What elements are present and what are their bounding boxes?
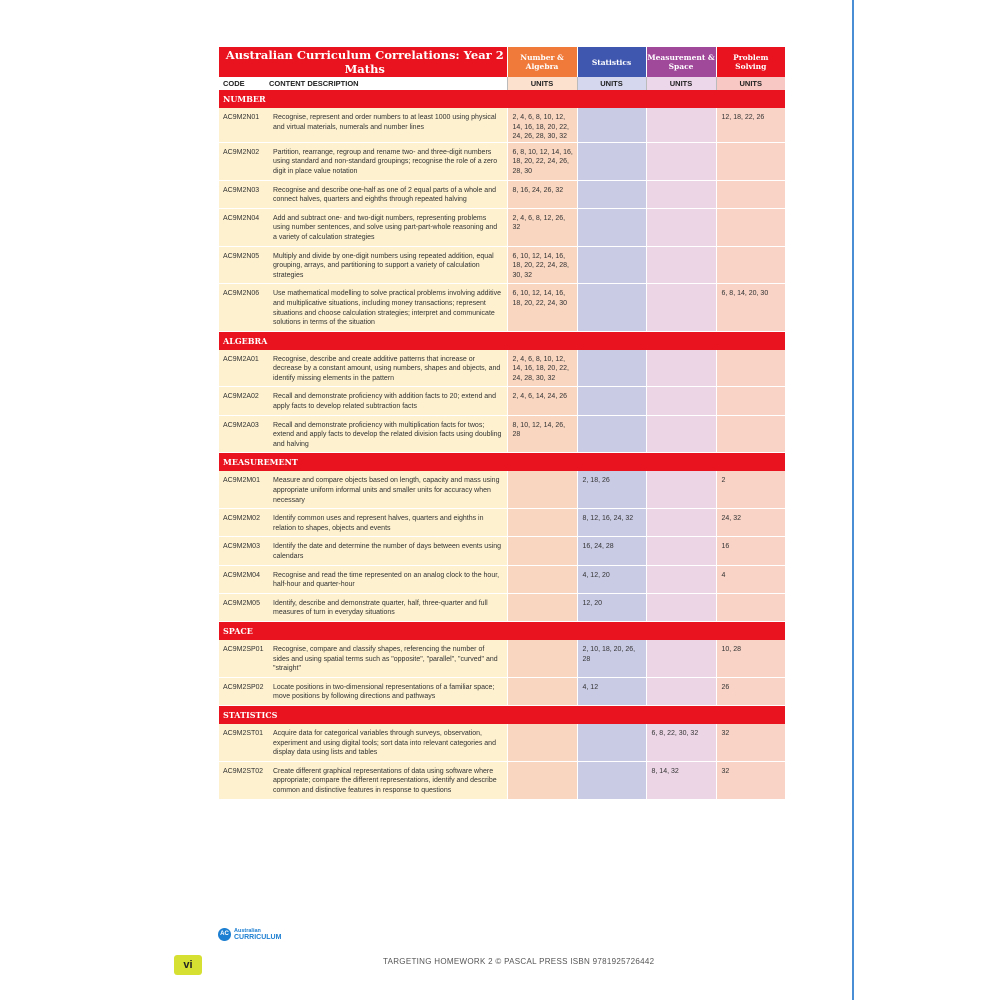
units-problem-solving [716,180,785,208]
units-number-algebra: 8, 10, 12, 14, 26, 28 [507,415,577,453]
section-title: STATISTICS [219,705,785,724]
units-problem-solving [716,142,785,180]
content-description: Measure and compare objects based on length, capacity and mass using appropriate uniform informal units and smaller units for accuracy when necessary [269,471,507,508]
units-measurement-space [646,415,716,453]
content-code: AC9M2N03 [219,180,269,208]
units-problem-solving: 32 [716,761,785,799]
table-row [219,284,785,331]
units-number-algebra: 6, 10, 12, 14, 16, 18, 20, 22, 24, 28, 30, 32 [507,246,577,284]
units-measurement-space [646,284,716,331]
units-statistics [577,180,646,208]
logo-line-1: Australian [234,928,261,934]
units-measurement-space: 6, 8, 22, 30, 32 [646,724,716,761]
units-number-algebra [507,593,577,621]
units-measurement-space [646,108,716,142]
units-statistics: 12, 20 [577,593,646,621]
page-edge-line [852,0,854,1000]
units-statistics: 2, 18, 26 [577,471,646,508]
units-statistics: 16, 24, 28 [577,537,646,565]
table-row [219,677,785,705]
content-description: Add and subtract one- and two-digit numbers, representing problems using number sentences, and solve using part-part-whole reasoning and a variety of calculation strategies [269,208,507,246]
content-description: Identify, describe and demonstrate quarter, half, three-quarter and full measures of turn in everyday situations [269,593,507,621]
section-row [219,331,785,350]
page-number-badge: vi [174,955,202,975]
units-problem-solving: 32 [716,724,785,761]
content-description: Partition, rearrange, regroup and rename two- and three-digit numbers using standard and non-standard groupings; recognise the role of a zero digit in place value notation [269,142,507,180]
units-number-algebra: 6, 10, 12, 14, 16, 18, 20, 22, 24, 30 [507,284,577,331]
units-problem-solving [716,350,785,387]
australian-curriculum-logo [218,928,288,942]
table-row [219,208,785,246]
units-problem-solving: 16 [716,537,785,565]
units-measurement-space [646,537,716,565]
content-description: Recognise, compare and classify shapes, referencing the number of sides and using spatial terms such as "opposite", "parallel", "curved" and "straight" [269,640,507,677]
content-description: Recognise, describe and create additive patterns that increase or decrease by a constant amount, using numbers, shapes and objects, and identify missing elements in the pattern [269,350,507,387]
content-description: Recognise, represent and order numbers to at least 1000 using physical and virtual materials, numerals and number lines [269,108,507,142]
table-row [219,640,785,677]
table-row [219,724,785,761]
units-statistics: 4, 12, 20 [577,565,646,593]
units-statistics [577,724,646,761]
units-measurement-space [646,350,716,387]
units-number-algebra [507,724,577,761]
ac-logo-icon: AC [218,928,231,941]
section-title: ALGEBRA [219,331,785,350]
units-problem-solving: 24, 32 [716,509,785,537]
units-number-algebra: 2, 4, 6, 14, 24, 26 [507,387,577,415]
content-description: Identify common uses and represent halves, quarters and eighths in relation to shapes, objects and events [269,509,507,537]
units-statistics [577,142,646,180]
units-measurement-space [646,509,716,537]
units-statistics [577,387,646,415]
units-problem-solving: 2 [716,471,785,508]
units-header-number-algebra: UNITS [507,77,577,90]
content-description: Recall and demonstrate proficiency with addition facts to 20; extend and apply facts to develop related subtraction facts [269,387,507,415]
strand-header-statistics: Statistics [577,47,646,77]
table-row [219,471,785,508]
logo-line-2: CURRICULUM [234,933,282,941]
section-row [219,453,785,472]
content-description: Locate positions in two-dimensional representations of a familiar space; move positions by following directions and pathways [269,677,507,705]
units-number-algebra [507,565,577,593]
units-header-problem-solving: UNITS [716,77,785,90]
units-measurement-space: 8, 14, 32 [646,761,716,799]
logo-text [234,928,281,941]
units-number-algebra [507,537,577,565]
table-row [219,565,785,593]
table-row [219,180,785,208]
content-code: AC9M2N05 [219,246,269,284]
content-description: Multiply and divide by one-digit numbers using repeated addition, equal grouping, arrays, and partitioning to support a variety of calculation strategies [269,246,507,284]
section-row [219,90,785,108]
content-code: AC9M2N04 [219,208,269,246]
units-measurement-space [646,565,716,593]
units-number-algebra: 6, 8, 10, 12, 14, 16, 18, 20, 22, 24, 26, 28, 30 [507,142,577,180]
units-measurement-space [646,180,716,208]
units-measurement-space [646,142,716,180]
table-row [219,350,785,387]
units-problem-solving [716,387,785,415]
table-body [219,90,785,799]
units-number-algebra [507,471,577,508]
table-row [219,509,785,537]
correlation-table [219,47,785,800]
section-title: NUMBER [219,90,785,108]
table-row [219,537,785,565]
units-measurement-space [646,640,716,677]
content-code: AC9M2M04 [219,565,269,593]
units-statistics [577,415,646,453]
units-statistics [577,108,646,142]
units-measurement-space [646,246,716,284]
table-row [219,387,785,415]
section-row [219,621,785,640]
units-problem-solving: 10, 28 [716,640,785,677]
table-row [219,246,785,284]
table-title: Australian Curriculum Correlations: Year 2 Maths [219,47,507,77]
section-row [219,705,785,724]
content-code: AC9M2N01 [219,108,269,142]
table-row [219,142,785,180]
content-code: AC9M2SP01 [219,640,269,677]
units-number-algebra: 2, 4, 6, 8, 12, 26, 32 [507,208,577,246]
table-row [219,761,785,799]
units-measurement-space [646,387,716,415]
units-header-measurement-space: UNITS [646,77,716,90]
content-description: Recognise and describe one-half as one of 2 equal parts of a whole and connect halves, quarters and eighths through repeated halving [269,180,507,208]
units-number-algebra [507,677,577,705]
content-description: Acquire data for categorical variables through surveys, observation, experiment and using digital tools; sort data into relevant categories and display data using lists and tables [269,724,507,761]
content-code: AC9M2ST02 [219,761,269,799]
units-number-algebra [507,509,577,537]
units-problem-solving [716,415,785,453]
content-description: Create different graphical representations of data using software where appropriate; compare the different representations, identify and describe common and distinctive features in response to questions [269,761,507,799]
units-header-statistics: UNITS [577,77,646,90]
content-code: AC9M2SP02 [219,677,269,705]
footer-text: TARGETING HOMEWORK 2 © PASCAL PRESS ISBN 9781925726442 [383,957,655,966]
units-statistics [577,246,646,284]
content-code: AC9M2ST01 [219,724,269,761]
units-measurement-space [646,471,716,508]
strand-header-measurement-space: Measurement & Space [646,47,716,77]
content-description: Use mathematical modelling to solve practical problems involving additive and multiplicative situations, including money transactions; represent situations and choose calculation strategies; interpret and communicate solutions in terms of the situation [269,284,507,331]
units-statistics: 8, 12, 16, 24, 32 [577,509,646,537]
section-title: MEASUREMENT [219,453,785,472]
code-column-header: CODE [219,77,269,90]
content-code: AC9M2M01 [219,471,269,508]
units-number-algebra: 8, 16, 24, 26, 32 [507,180,577,208]
strand-header-number-algebra: Number & Algebra [507,47,577,77]
units-statistics [577,761,646,799]
units-measurement-space [646,593,716,621]
content-code: AC9M2A03 [219,415,269,453]
units-problem-solving [716,593,785,621]
content-description: Identify the date and determine the number of days between events using calendars [269,537,507,565]
description-column-header: CONTENT DESCRIPTION [269,77,507,90]
content-description: Recognise and read the time represented on an analog clock to the hour, half-hour and quarter-hour [269,565,507,593]
units-statistics: 4, 12 [577,677,646,705]
content-code: AC9M2M03 [219,537,269,565]
units-measurement-space [646,677,716,705]
strand-header-problem-solving: Problem Solving [716,47,785,77]
section-title: SPACE [219,621,785,640]
units-problem-solving: 12, 18, 22, 26 [716,108,785,142]
units-problem-solving: 4 [716,565,785,593]
units-problem-solving [716,246,785,284]
units-problem-solving: 6, 8, 14, 20, 30 [716,284,785,331]
units-problem-solving [716,208,785,246]
table-row [219,108,785,142]
units-number-algebra [507,761,577,799]
units-number-algebra: 2, 4, 6, 8, 10, 12, 14, 16, 18, 20, 22, 24, 26, 28, 30, 32 [507,108,577,142]
units-statistics: 2, 10, 18, 20, 26, 28 [577,640,646,677]
table-row [219,593,785,621]
content-code: AC9M2A01 [219,350,269,387]
table-row [219,415,785,453]
content-description: Recall and demonstrate proficiency with multiplication facts for twos; extend and apply facts to develop the related division facts using doubling and halving [269,415,507,453]
units-number-algebra: 2, 4, 6, 8, 10, 12, 14, 16, 18, 20, 22, 24, 28, 30, 32 [507,350,577,387]
units-problem-solving: 26 [716,677,785,705]
units-measurement-space [646,208,716,246]
correlation-page [219,47,785,800]
units-statistics [577,350,646,387]
content-code: AC9M2M02 [219,509,269,537]
content-code: AC9M2N02 [219,142,269,180]
content-code: AC9M2M05 [219,593,269,621]
units-number-algebra [507,640,577,677]
content-code: AC9M2A02 [219,387,269,415]
units-statistics [577,284,646,331]
content-code: AC9M2N06 [219,284,269,331]
units-statistics [577,208,646,246]
